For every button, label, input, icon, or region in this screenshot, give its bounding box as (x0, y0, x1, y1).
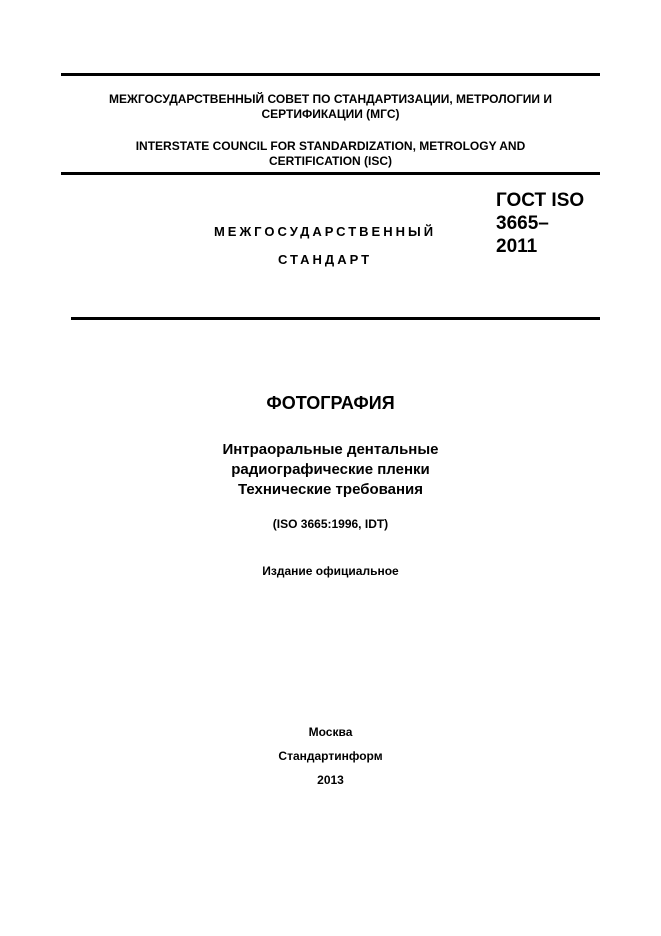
imprint-year: 2013 (317, 773, 344, 787)
designation-line-3: 2011 (496, 236, 538, 257)
council-en-line-2: CERTIFICATION (ISC) (268, 154, 393, 168)
council-en-line-1: INTERSTATE COUNCIL FOR STANDARDIZATION, METROLOGY AND (135, 139, 526, 153)
standard-designation (496, 189, 606, 258)
bottom-rule (71, 317, 600, 320)
document-subtitle (61, 440, 600, 500)
standard-type-line-1: МЕЖГОСУДАРСТВЕННЫЙ (213, 224, 437, 239)
iso-reference: (ISO 3665:1996, IDT) (272, 517, 389, 531)
subtitle-line-3: Технические требования (237, 481, 424, 498)
subtitle-line-1: Интраоральные дентальные (222, 441, 439, 458)
middle-rule (61, 172, 600, 175)
designation-line-1: ГОСТ ISO (496, 190, 585, 211)
imprint-publisher: Стандартинформ (278, 749, 383, 763)
designation-line-2: 3665– (496, 213, 549, 234)
council-name-english (61, 139, 600, 169)
council-ru-line-1: МЕЖГОСУДАРСТВЕННЫЙ СОВЕТ ПО СТАНДАРТИЗАЦИИ, МЕТРОЛОГИИ И (109, 92, 552, 106)
top-rule (61, 73, 600, 76)
document-title: ФОТОГРАФИЯ (266, 393, 395, 413)
edition-note: Издание официальное (262, 564, 399, 578)
subtitle-line-2: радиографические пленки (231, 461, 430, 478)
imprint-city: Москва (308, 725, 353, 739)
standard-type-line-2: СТАНДАРТ (277, 252, 373, 267)
council-name-russian (61, 92, 600, 122)
council-ru-line-2: СЕРТИФИКАЦИИ (МГС) (261, 107, 400, 121)
